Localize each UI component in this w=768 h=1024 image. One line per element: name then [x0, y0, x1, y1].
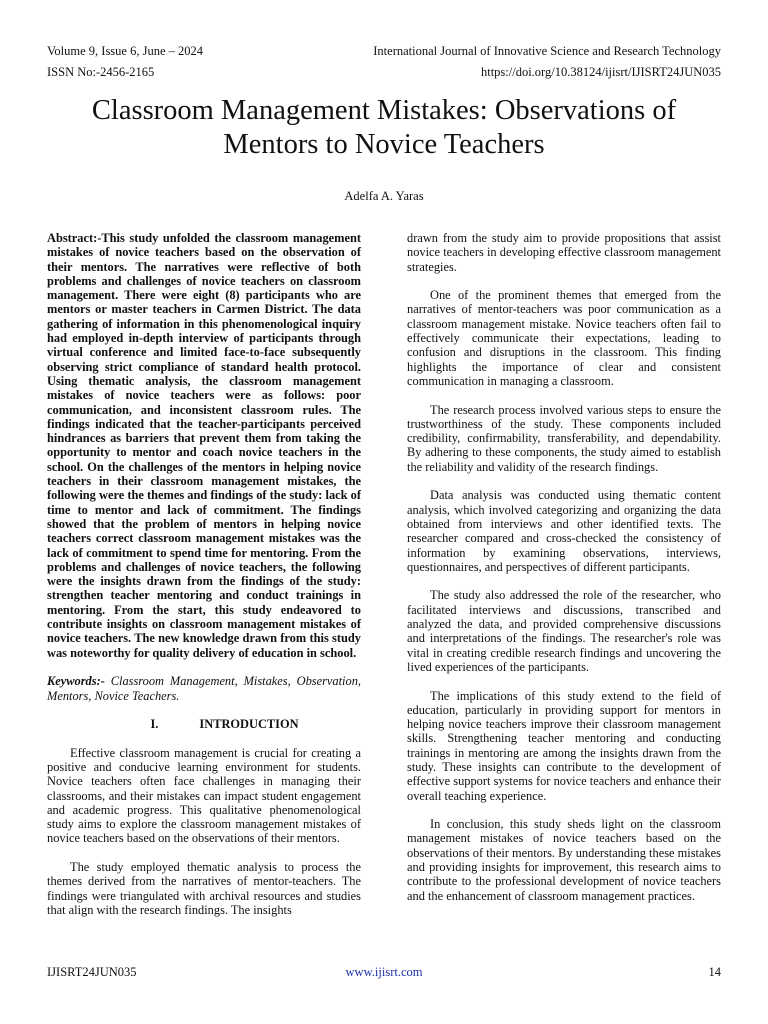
paragraph: The study employed thematic analysis to process the themes derived from the narratives of mentor-teachers. The findings were triangulated with archival resources and studies that align with the research findings. The insights — [47, 860, 361, 917]
paragraph: In conclusion, this study sheds light on the classroom management mistakes of novice teachers based on the observations of their mentors. By understanding these mistakes and providing insights for improvement, this research aims to contribute to the professional development of novice teachers and the enhancement of classroom management practices. — [407, 817, 721, 903]
volume-info: Volume 9, Issue 6, June – 2024 — [47, 44, 204, 58]
left-column — [47, 231, 361, 917]
paragraph: The study also addressed the role of the researcher, who facilitated interviews and discussions, transcribed and analyzed the data, and provided comprehensive discussions and interpretations of the findings. The researcher's role was vital in creating credible research findings and uncovering the lived experiences of the participants. — [407, 588, 721, 674]
doi-link[interactable]: https://doi.org/10.38124/ijisrt/IJISRT24JUN035 — [480, 65, 721, 79]
keywords-label: Keywords:- — [47, 674, 105, 689]
journal-website-link[interactable]: www.ijisrt.com — [345, 965, 423, 979]
section-heading — [47, 717, 361, 731]
right-column — [407, 231, 721, 903]
author-name: Adelfa A. Yaras — [344, 189, 424, 203]
paragraph: Data analysis was conducted using thematic content analysis, which involved categorizing and organizing the data obtained from interviews and other identified texts. The researcher compared and cross-checked the consistency of information by examining observations, interviews, questionnaires, and perspectives of different participants. — [407, 488, 721, 574]
issn: ISSN No:-2456-2165 — [47, 65, 155, 79]
keywords — [47, 674, 361, 703]
paragraph: Effective classroom management is crucial for creating a positive and conducive learning environment for students. Novice teachers often face challenges in managing their classrooms, and their mistakes can impact student engagement and academic progress. This qualitative phenomenological study aims to explore the classroom management mistakes of novice teachers based on the observations of their mentors. — [47, 745, 361, 846]
title-line-2: Mentors to Novice Teachers — [223, 129, 545, 160]
paragraph: drawn from the study aim to provide propositions that assist novice teachers in developing effective classroom management strategies. — [407, 231, 721, 274]
keywords-text: Classroom Management, Mistakes, Observation, Mentors, Novice Teachers. — [47, 674, 361, 703]
section-title: INTRODUCTION — [199, 717, 299, 732]
paragraph: The implications of this study extend to the field of education, particularly in providing support for mentors in helping novice teachers improve their classroom management skills. Strengthening teacher mentoring and conducting trainings in mentoring are among the insights drawn from the study. These insights can contribute to the development of effective support systems for novice teachers and enhance their overall teaching experience. — [407, 688, 721, 803]
paper-id: IJISRT24JUN035 — [47, 965, 137, 979]
abstract: Abstract:-This study unfolded the classroom management mistakes of novice teachers based on the observation of their mentors. The narratives were reflective of both problems and challenges of novice teachers on classroom management. There were eight (8) participants who are mentors or master teachers in Carmen District. The data gathering of information in this phenomenological inquiry had employed in-depth interview of participants through virtual conference and limited face-to-face subsequently observing strict compliance of standard health protocol. Using thematic analysis, the classroom management mistakes of novice teachers were as follows: poor communication, and inconsistent classroom rules. The findings indicated that the teacher-participants perceived hindrances as barriers that prevent them from taking the opportunity to mentor and coach novice teachers in the school. On the challenges of the mentors in helping novice teachers in their classroom management mistakes, the following were the themes and findings of the study: lack of time to mentor and lack of commitment. The findings showed that the problem of mentors in helping novice teachers correct classroom management mistakes was the lack of commitment to spend time for mentoring. From the problems and challenges of novice teachers, the following were the insights drawn from the findings of the study: strengthen teacher mentoring and conduct trainings in mentoring. From the start, this study endeavored to contribute insights on classroom management mistakes of novice teachers. The new knowledge drawn from this study was noteworthy for quality delivery of education in school. — [47, 231, 361, 660]
paragraph: The research process involved various steps to ensure the trustworthiness of the study. These components included credibility, confirmability, transferability, and dependability. By adhering to these components, the study aimed to establish the reliability and validity of the research findings. — [407, 402, 721, 474]
paper-title — [47, 94, 721, 162]
page-number: 14 — [708, 965, 721, 979]
paragraph: One of the prominent themes that emerged from the narratives of mentor-teachers was poor communication as a classroom management mistake. Novice teachers often fail to effectively communicate their expectations, leading to confusion and disruptions in the classroom. This finding highlights the importance of clear and consistent communication in managing a classroom. — [407, 288, 721, 388]
title-line-1: Classroom Management Mistakes: Observations of — [91, 95, 677, 126]
section-number: I. — [150, 717, 159, 732]
journal-name: International Journal of Innovative Science and Research Technology — [373, 44, 721, 58]
